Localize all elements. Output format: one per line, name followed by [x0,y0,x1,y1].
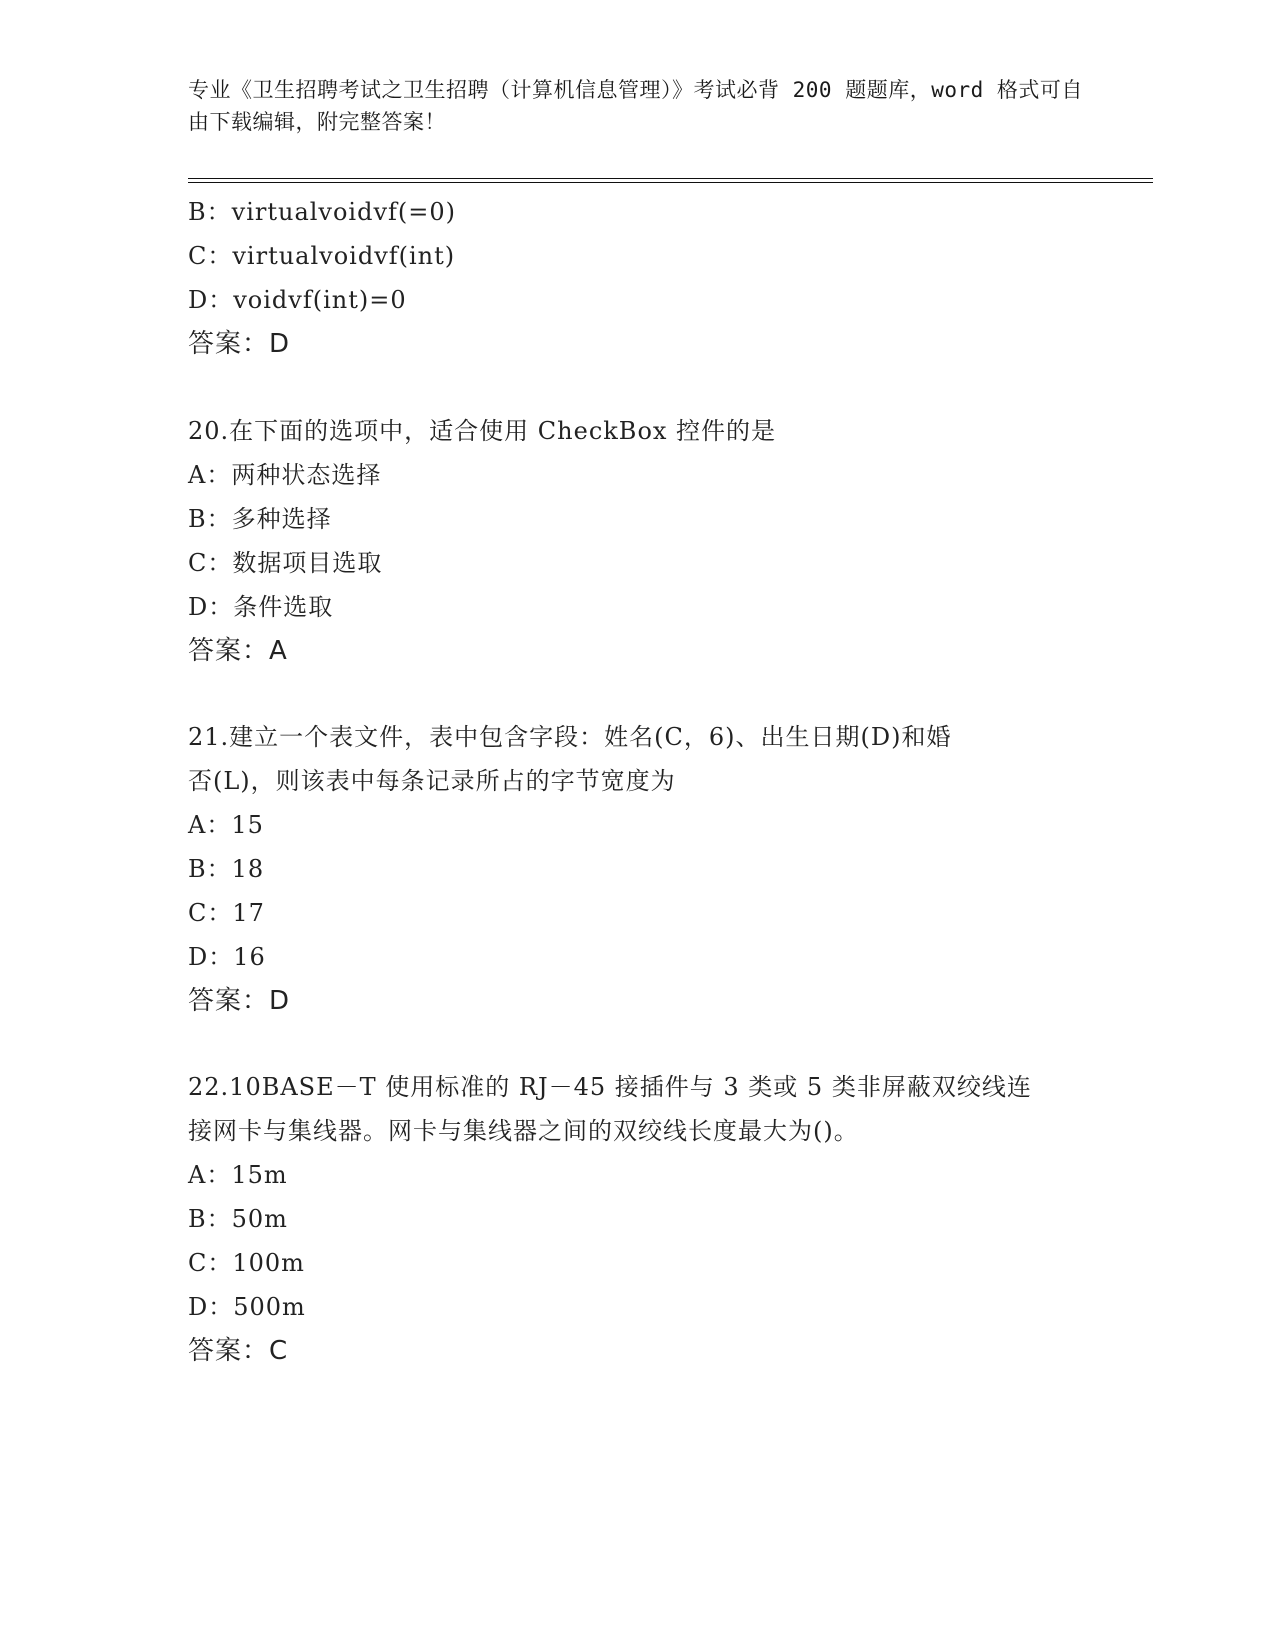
answer-line: 答案：D [188,329,291,359]
answer-line: 答案：D [188,986,291,1016]
option-c: C：17 [188,899,265,927]
answer-line: 答案：A [188,636,288,666]
option-a: A：两种状态选择 [188,461,382,489]
option-c: C：virtualvoidvf(int) [188,242,456,270]
option-b: B：50m [188,1205,288,1233]
option-b: B：virtualvoidvf(=0) [188,198,457,226]
option-d: D：500m [188,1293,306,1321]
option-d: D：16 [188,943,266,971]
header-divider-bottom [188,182,1153,183]
question-22-text-line-2: 接网卡与集线器。网卡与集线器之间的双绞线长度最大为()。 [188,1117,859,1145]
option-b: B：18 [188,855,265,883]
header-divider-top [188,178,1153,179]
question-21-text-line-2: 否(L)，则该表中每条记录所占的字节宽度为 [188,767,676,795]
option-c: C：100m [188,1249,305,1277]
question-22-text-line-1: 22.10BASE－T 使用标准的 RJ－45 接插件与 3 类或 5 类非屏蔽双绞线连 [188,1073,1032,1101]
question-21-text-line-1: 21.建立一个表文件，表中包含字段：姓名(C，6)、出生日期(D)和婚 [188,723,952,751]
document-header: 专业《卫生招聘考试之卫生招聘（计算机信息管理）》考试必背 200 题题库，word 格式可自由下载编辑，附完整答案！ [188,78,1083,134]
option-d: D：条件选取 [188,593,334,621]
option-c: C：数据项目选取 [188,549,383,577]
option-a: A：15 [188,811,264,839]
option-d: D：voidvf(int)=0 [188,286,407,314]
answer-line: 答案：C [188,1336,289,1366]
option-a: A：15m [188,1161,288,1189]
option-b: B：多种选择 [188,505,332,533]
question-20-text: 20.在下面的选项中，适合使用 CheckBox 控件的是 [188,417,777,445]
